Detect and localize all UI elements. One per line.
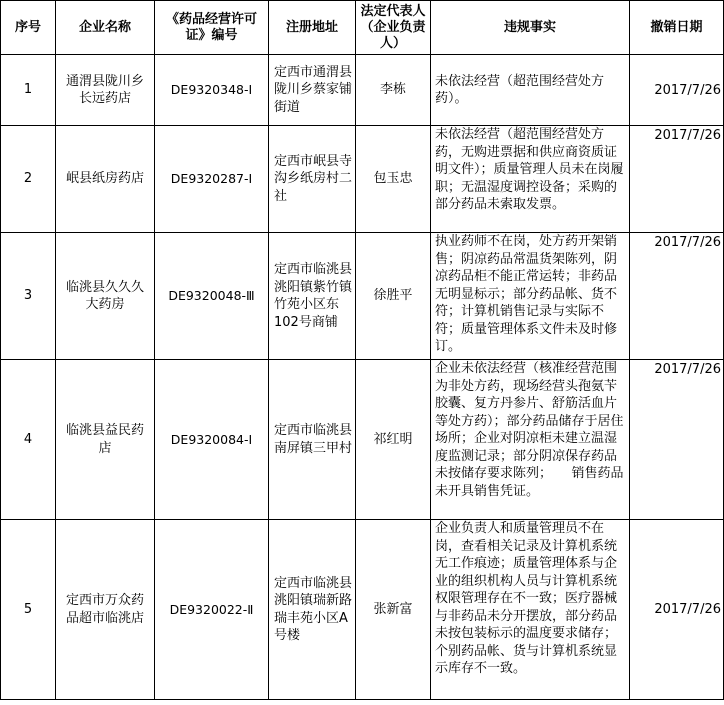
table-row [1,360,724,520]
date-cell: 2017/7/26 [630,360,724,520]
seq-cell: 2 [1,126,56,233]
company-cell: 岷县纸房药店 [56,126,155,233]
cert-cell: DE9320348-Ⅰ [155,55,269,126]
header-seq: 序号 [1,1,56,55]
address-cell: 定西市通渭县陇川乡蔡家铺街道 [269,55,356,126]
company-cell: 临洮县益民药店 [56,360,155,520]
rep-cell: 包玉忠 [356,126,431,233]
seq-cell: 3 [1,233,56,360]
cert-cell: DE9320287-Ⅰ [155,126,269,233]
seq-cell: 4 [1,360,56,520]
facts-cell: 企业未依法经营（核准经营范围为非处方药，现场经营头孢氨苄胶囊、复方丹参片、舒筋活血片等处方药）；部分药品储存于居住场所；企业对阴凉柜未建立温湿度监测记录；部分阴凉保存药品未按储存要求陈列； 销售药品未开具销售凭证。 [431,360,630,520]
facts-cell: 未依法经营（超范围经营处方药）。 [431,55,630,126]
company-cell: 临洮县久久久大药房 [56,233,155,360]
address-cell: 定西市临洮县洮阳镇瑞新路瑞丰苑小区A号楼 [269,520,356,700]
cert-cell: DE9320048-Ⅲ [155,233,269,360]
date-cell: 2017/7/26 [630,126,724,233]
address-cell: 定西市岷县寺沟乡纸房村二社 [269,126,356,233]
table-row [1,233,724,360]
header-cert: 《药品经营许可证》编号 [155,1,269,55]
facts-cell: 企业负责人和质量管理员不在岗，查看相关记录及计算机系统无工作痕迹；质量管理体系与企业的组织机构人员与计算机系统权限管理存在不一致；医疗器械与非药品未分开摆放，部分药品未按包装标示的温度要求储存；个别药品帐、货与计算机系统显示库存不一致。 [431,520,630,700]
rep-cell: 张新富 [356,520,431,700]
rep-cell: 祁红明 [356,360,431,520]
header-date: 撤销日期 [630,1,724,55]
address-cell: 定西市临洮县洮阳镇紫竹镇竹苑小区东102号商铺 [269,233,356,360]
seq-cell: 1 [1,55,56,126]
date-cell: 2017/7/26 [630,233,724,360]
rep-cell: 徐胜平 [356,233,431,360]
header-address: 注册地址 [269,1,356,55]
cert-cell: DE9320084-Ⅰ [155,360,269,520]
header-company: 企业名称 [56,1,155,55]
table-row [1,126,724,233]
rep-cell: 李栋 [356,55,431,126]
cert-cell: DE9320022-Ⅱ [155,520,269,700]
date-cell: 2017/7/26 [630,520,724,700]
address-cell: 定西市临洮县南屏镇三甲村 [269,360,356,520]
header-rep: 法定代表人（企业负责人） [356,1,431,55]
date-cell: 2017/7/26 [630,55,724,126]
header-row [1,1,724,55]
company-cell: 定西市万众药品超市临洮店 [56,520,155,700]
facts-cell: 执业药师不在岗，处方药开架销售；阴凉药品常温货架陈列，阴凉药品柜不能正常运转；非药品无明显标示；部分药品帐、货不符；计算机销售记录与实际不符；质量管理体系文件未及时修订。 [431,233,630,360]
seq-cell: 5 [1,520,56,700]
company-cell: 通渭县陇川乡长远药店 [56,55,155,126]
facts-cell: 未依法经营（超范围经营处方药，无购进票据和供应商资质证明文件）；质量管理人员未在岗履职；无温湿度调控设备；采购的部分药品未索取发票。 [431,126,630,233]
table-row [1,55,724,126]
header-facts: 违规事实 [431,1,630,55]
table-row [1,520,724,700]
